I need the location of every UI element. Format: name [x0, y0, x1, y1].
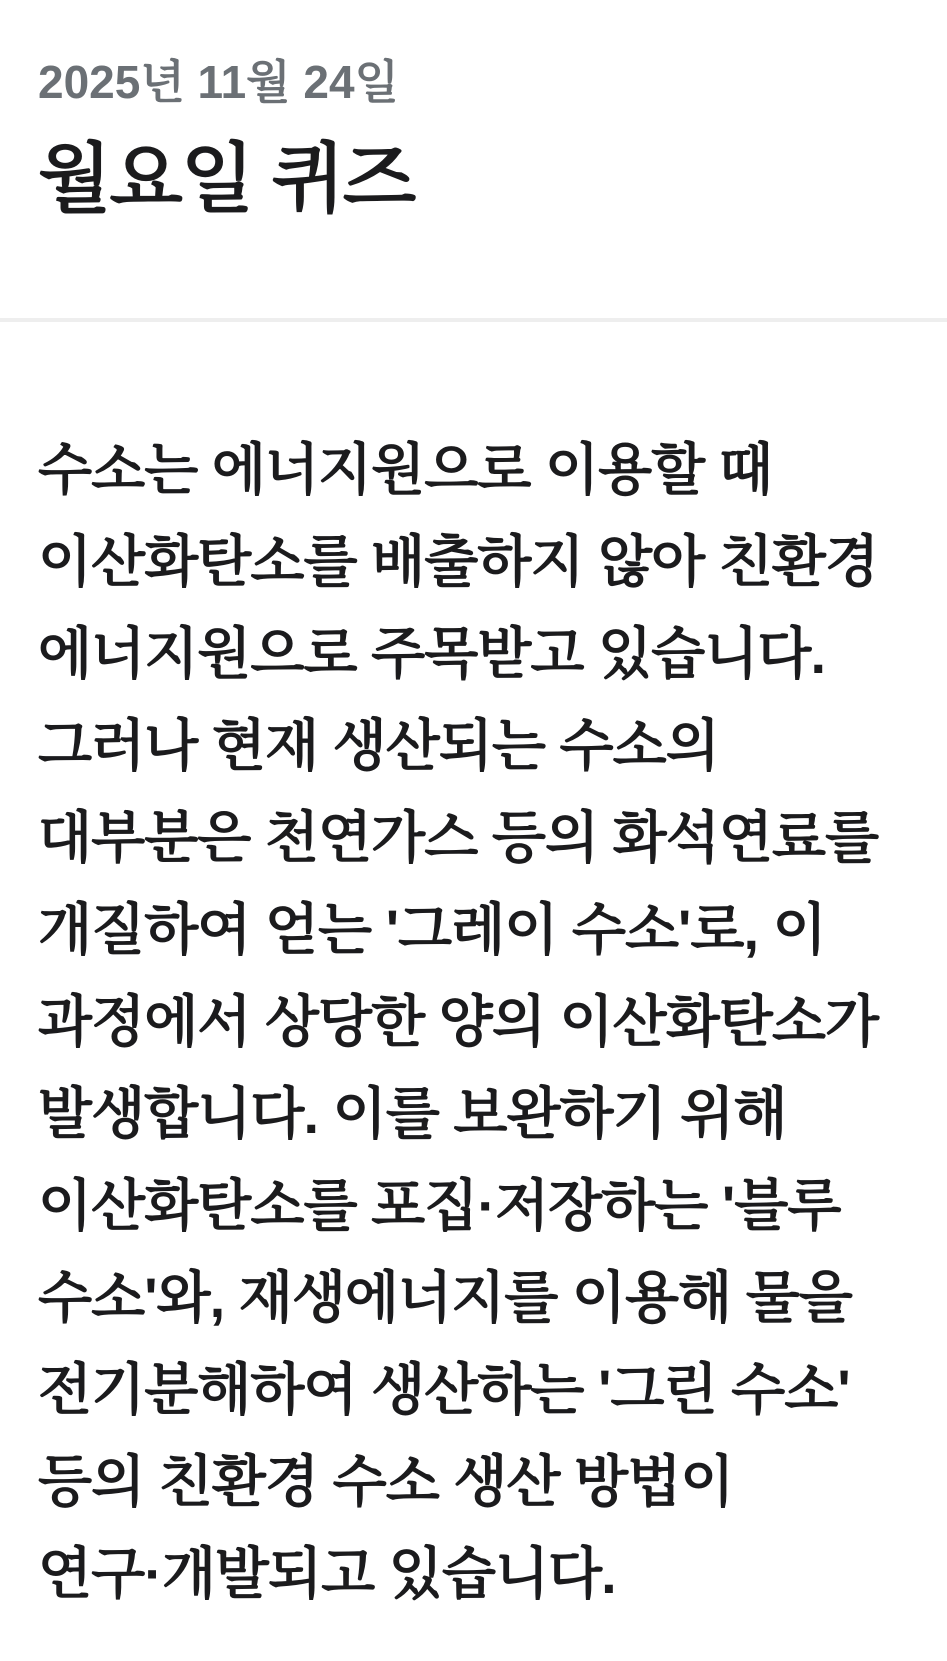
- section-divider: [0, 318, 947, 322]
- passage-line: 개질하여 얻는 '그레이 수소'로, 이: [38, 898, 826, 961]
- passage-line: 과정에서 상당한 양의 이산화탄소가: [38, 990, 879, 1053]
- passage-line: 수소는 에너지원으로 이용할 때: [38, 438, 772, 501]
- passage-line: 연구·개발되고 있습니다.: [38, 1542, 616, 1605]
- passage-line: 발생합니다. 이를 보완하기 위해: [38, 1082, 787, 1145]
- header: [0, 0, 947, 222]
- passage-line: 대부분은 천연가스 등의 화석연료를: [38, 806, 879, 869]
- quiz-passage: [0, 424, 947, 1620]
- quiz-date: 2025년 11월 24일: [38, 56, 399, 108]
- passage-line: 등의 친환경 수소 생산 방법이: [38, 1450, 734, 1513]
- passage-line: 전기분해하여 생산하는 '그린 수소': [38, 1358, 850, 1421]
- passage-line: 이산화탄소를 포집·저장하는 '블루: [38, 1174, 841, 1237]
- passage-line: 수소'와, 재생에너지를 이용해 물을: [38, 1266, 852, 1329]
- passage-line: 이산화탄소를 배출하지 않아 친환경: [38, 530, 879, 593]
- passage-line: 그러나 현재 생산되는 수소의: [38, 714, 719, 777]
- passage-line: 에너지원으로 주목받고 있습니다.: [38, 622, 826, 685]
- page-title: 월요일 퀴즈: [38, 137, 415, 222]
